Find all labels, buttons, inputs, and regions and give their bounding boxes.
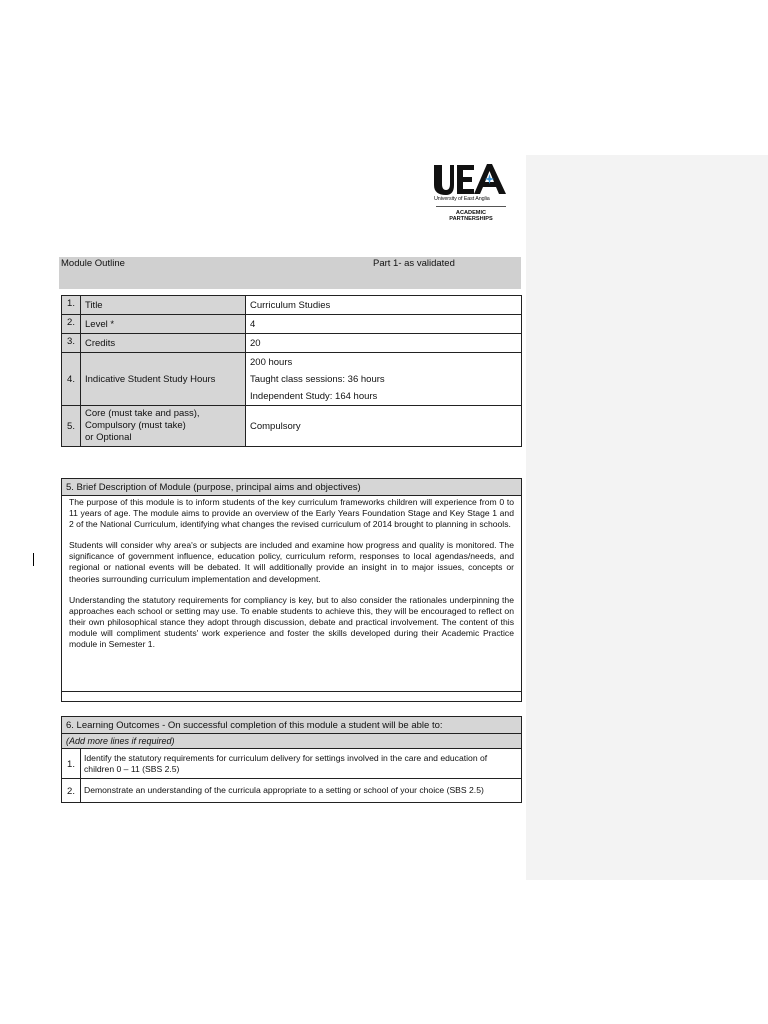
study-hours-value[interactable] — [246, 353, 522, 406]
learning-outcomes-heading: 6. Learning Outcomes - On successful completion of this module a student will be able to: — [62, 717, 522, 734]
uea-logo-mark — [432, 162, 512, 196]
logo-divider — [436, 206, 506, 207]
outcome-number: 2. — [62, 779, 81, 803]
table-row — [62, 296, 522, 315]
outcome-text[interactable]: Identify the statutory requirements for curriculum delivery for settings involved in the care and education of children 0 – 11 (SBS 2.5) — [81, 749, 522, 779]
total-hours: 200 hours — [250, 356, 293, 368]
description-body[interactable] — [62, 496, 522, 692]
uea-logo — [430, 160, 512, 230]
core-line: Core (must take and pass), — [85, 408, 200, 419]
compulsory-line: Compulsory (must take) — [85, 420, 186, 431]
row-label — [81, 406, 246, 447]
row-label: Indicative Student Study Hours — [81, 353, 246, 406]
description-table — [61, 478, 522, 702]
table-row — [62, 406, 522, 447]
description-heading: 5. Brief Description of Module (purpose, principal aims and objectives) — [62, 479, 522, 496]
row-number: 5. — [62, 406, 81, 447]
optional-line: or Optional — [85, 432, 132, 443]
row-label: Level * — [81, 315, 246, 334]
text-cursor — [33, 553, 34, 566]
table-row — [62, 315, 522, 334]
table-row — [62, 779, 522, 803]
table-row — [62, 749, 522, 779]
description-paragraph: Students will consider why area's or subjects are included and examine how progress and quality is monitored. The significance of government influence, education policy, curriculum reform, responses to local agendas/needs, and regional or national events will be debated. It will additionally provide an insight in to major issues, concepts or theories surrounding curriculum implementation and development. — [69, 540, 514, 584]
row-value[interactable]: Curriculum Studies — [246, 296, 522, 315]
row-number: 2. — [62, 315, 81, 334]
add-lines-note: (Add more lines if required) — [62, 734, 522, 749]
row-label: Credits — [81, 334, 246, 353]
outcome-number: 1. — [62, 749, 81, 779]
row-number: 4. — [62, 353, 81, 406]
description-paragraph: Understanding the statutory requirements for compliancy is key, but to also consider the rationales underpinning the approaches each school or setting may use. To enable students to achieve this, they will be encouraged to reflect on their own philosophical stance they adopt through discussion, debate and practical involvement. The content of this module will compliment students' work experience and foster the skills developed during their Academic Practice module in Semester 1. — [69, 594, 514, 650]
university-name: University of East Anglia — [434, 196, 490, 202]
independent-hours: Independent Study: 164 hours — [250, 390, 378, 402]
row-label: Title — [81, 296, 246, 315]
learning-outcomes-table — [61, 716, 522, 803]
academic-partnerships-label: ACADEMIC PARTNERSHIPS — [449, 210, 493, 223]
row-value[interactable]: Compulsory — [246, 406, 522, 447]
module-details-table — [61, 295, 522, 447]
empty-row — [62, 692, 522, 702]
row-number: 3. — [62, 334, 81, 353]
taught-hours: Taught class sessions: 36 hours — [250, 373, 385, 385]
module-outline-title: Module Outline — [61, 258, 125, 269]
row-number: 1. — [62, 296, 81, 315]
table-row — [62, 353, 522, 406]
module-outline-header — [59, 257, 521, 289]
comments-pane — [526, 155, 768, 880]
row-value[interactable]: 4 — [246, 315, 522, 334]
table-row — [62, 334, 522, 353]
part-label: Part 1- as validated — [373, 258, 455, 269]
row-value[interactable]: 20 — [246, 334, 522, 353]
outcome-text[interactable]: Demonstrate an understanding of the curricula appropriate to a setting or school of your choice (SBS 2.5) — [81, 779, 522, 803]
description-paragraph: The purpose of this module is to inform students of the key curriculum frameworks children will experience from 0 to 11 years of age. The module aims to provide an overview of the Early Years Foundation Stage and Key Stage 1 and 2 of the National Curriculum, identifying what changes the revised curriculum of 2014 brought to planning in schools. — [69, 497, 514, 530]
